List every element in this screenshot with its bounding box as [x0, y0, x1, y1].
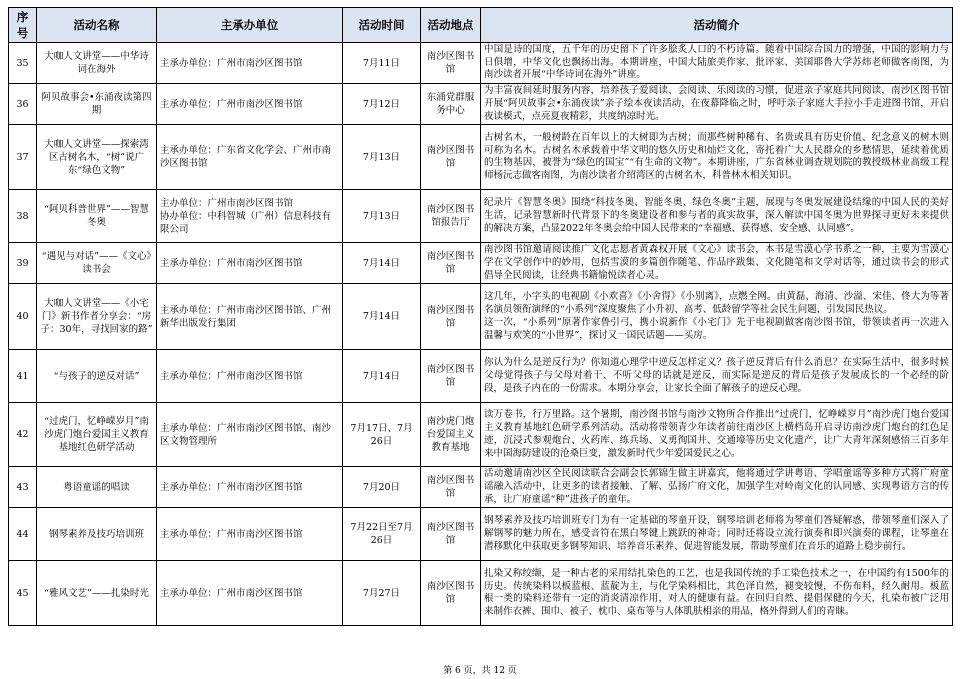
- table-row: [9, 190, 953, 243]
- activity-place: 南沙区图书馆: [421, 243, 481, 284]
- activity-name: “雅风文艺”——扎染时光: [37, 561, 157, 626]
- activity-place: 南沙虎门炮台爱国主义教育基地: [421, 403, 481, 467]
- table-row: [9, 508, 953, 561]
- row-number: 43: [9, 467, 37, 508]
- organizer: 主办单位：广州市南沙区图书馆 协办单位：中科智城（广州）信息科技有限公司: [157, 190, 343, 243]
- activity-place: 南沙区图书馆报告厅: [421, 190, 481, 243]
- row-number: 39: [9, 243, 37, 284]
- activity-place: 南沙区图书馆: [421, 561, 481, 626]
- organizer: 主承办单位：广州市南沙区图书馆、广州新华出版发行集团: [157, 284, 343, 350]
- activity-place: 南沙区图书馆: [421, 284, 481, 350]
- row-number: 44: [9, 508, 37, 561]
- row-number: 38: [9, 190, 37, 243]
- header-organizer: 主承办单位: [157, 8, 343, 43]
- activity-time: 7月20日: [343, 467, 421, 508]
- activity-time: 7月14日: [343, 350, 421, 403]
- row-number: 40: [9, 284, 37, 350]
- table-row: [9, 125, 953, 190]
- header-activity-name: 活动名称: [37, 8, 157, 43]
- row-number: 37: [9, 125, 37, 190]
- organizer: 主承办单位：广州市南沙区图书馆: [157, 467, 343, 508]
- activity-time: 7月12日: [343, 84, 421, 125]
- table-row: [9, 243, 953, 284]
- activity-name: 大咖人文讲堂——探索湾区古树名木，“树”说广东“绿色文物”: [37, 125, 157, 190]
- activity-time: 7月13日: [343, 190, 421, 243]
- activity-description: 为丰富夜间延时服务内容，培养孩子爱阅读、会阅读、乐阅读的习惯，促进亲子家庭共同阅读，南沙区图书馆开展“阿贝故事会•东涌夜读”亲子绘本夜读活动，在夜幕降临之时，呼吁亲子家庭大手拉小手走进图书馆，开启夜读模式，点亮夏夜精彩，共度纳凉时光。: [481, 84, 953, 125]
- header-no: 序号: [9, 8, 37, 43]
- activity-description: 读万卷书，行万里路。这个暑期，南沙图书馆与南沙文物所合作推出“过虎门，忆峥嵘岁月”南沙虎门炮台爱国主义教育基地红色研学系列活动。活动将带领青少年读者前往南沙区上横档岛开启寻访南沙虎门炮台的红色足迹，沉浸式参观炮台、火药库、练兵场、义勇徇国井、交通壕等历史文化遗产，让广大青年深刻感悟三百多年来中国海防建设的沧桑巨变，激发新时代少年爱国爱民之心。: [481, 403, 953, 467]
- activity-description: 你认为什么是逆反行为？你知道心理学中逆反怎样定义？孩子逆反背后有什么消息？在实际生活中，很多时候父母觉得孩子与父母对着干、不听父母的话就是逆反，而实际是逆反的背后是孩子发展成长的一个必经的阶段，是孩子内在的一份需求。本期分享会，让家长全面了解孩子的逆反心理。: [481, 350, 953, 403]
- organizer: 主承办单位：广州市南沙区图书馆、南沙区文物管理所: [157, 403, 343, 467]
- activity-description: 古树名木，一般树龄在百年以上的大树即为古树；而那些树种稀有、名贵或具有历史价值、纪念意义的树木则可称为名木。古树名木承载着中华文明的悠久历史和灿烂文化，寄托着广大人民群众的乡愁情思，延续着优质的生物基因，被誉为“绿色的国宝”“有生命的文物”。本期讲座，广东省林业调查规划院的教授级林业高级工程师杨沅志做客南图，为南沙读者介绍湾区的古树名木，科普林木相关知识。: [481, 125, 953, 190]
- activity-name: 大咖人文讲堂——《小宅门》新书作者分享会：“房子：30年，寻找回家的路”: [37, 284, 157, 350]
- header-activity-description: 活动简介: [481, 8, 953, 43]
- organizer: 主承办单位：广州市南沙区图书馆: [157, 508, 343, 561]
- activity-place: 东涌党群服务中心: [421, 84, 481, 125]
- activity-name: “阿贝科普世界”——智慧冬奥: [37, 190, 157, 243]
- organizer: 主承办单位：广州市南沙区图书馆: [157, 350, 343, 403]
- table-row: [9, 467, 953, 508]
- table-row: [9, 43, 953, 84]
- activity-description: 扎染又称绞缬，是一种古老的采用结扎染色的工艺，也是我国传统的手工染色技术之一，在中国约有1500年的历史。传统染料以板蓝根、蓝靛为主，与化学染料相比，其色泽自然，褪变较慢，不伤布料，经久耐用。板蓝根一类的染料还带有一定的消炎清凉作用，对人的健康有益。在回归自然、提倡保健的今天，扎染布被广泛用来制作衣裤、围巾、被子、枕巾、桌布等与人体肌肤相亲的用品，格外得到人们的青睐。: [481, 561, 953, 626]
- activity-time: 7月14日: [343, 243, 421, 284]
- activity-schedule-table: [8, 7, 953, 626]
- activity-time: 7月14日: [343, 284, 421, 350]
- activity-time: 7月11日: [343, 43, 421, 84]
- organizer: 主承办单位：广东省文化学会、广州市南沙区图书馆: [157, 125, 343, 190]
- page-footer: 第 6 页，共 12 页: [443, 666, 517, 676]
- activity-name: 粤语童谣的唱读: [37, 467, 157, 508]
- activity-description: 钢琴素养及技巧培训班专门为有一定基础的琴童开设，钢琴培训老师将为琴童们答疑解惑，带领琴童们深入了解钢琴的魅力所在，感受音符在黑白琴键上跳跃的神奇；同时还将设立流行演奏和即兴演奏的课程，让琴童在潜移默化中获取更多钢琴知识、培养音乐素养、促进智能发展，帮助琴童们在音乐的道路上稳步前行。: [481, 508, 953, 561]
- table-row: [9, 284, 953, 350]
- activity-name: 大咖人文讲堂——中华诗词在海外: [37, 43, 157, 84]
- organizer: 主承办单位：广州市南沙区图书馆: [157, 243, 343, 284]
- activity-place: 南沙区图书馆: [421, 508, 481, 561]
- activity-description: 南沙图书馆邀请阅读推广文化志愿者黄森权开展《文心》读书会，本书是雪漠心学书系之一种，主要为雪漠心学在文学创作中的妙用，包括雪漠的多篇创作随笔、作品序跋集、文化随笔和文学对话等，通过读书会的形式倡导全民阅读，让经典书籍愉悦读者心灵。: [481, 243, 953, 284]
- row-number: 45: [9, 561, 37, 626]
- activity-name: “过虎门，忆峥嵘岁月”南沙虎门炮台爱国主义教育基地红色研学活动: [37, 403, 157, 467]
- activity-name: “与孩子的逆反对话”: [37, 350, 157, 403]
- table-row: [9, 350, 953, 403]
- organizer: 主承办单位：广州市南沙区图书馆: [157, 84, 343, 125]
- activity-time: 7月17日、7月26日: [343, 403, 421, 467]
- row-number: 36: [9, 84, 37, 125]
- table-row: [9, 403, 953, 467]
- row-number: 35: [9, 43, 37, 84]
- activity-name: 钢琴素养及技巧培训班: [37, 508, 157, 561]
- activity-name: 阿贝故事会•东涌夜读第四期: [37, 84, 157, 125]
- row-number: 42: [9, 403, 37, 467]
- activity-time: 7月13日: [343, 125, 421, 190]
- activity-place: 南沙区图书馆: [421, 43, 481, 84]
- activity-description: 中国是诗的国度，五千年的历史留下了许多脍炙人口的不朽诗篇。随着中国综合国力的增强，中国的影响力与日俱增，中华文化也飘扬出海。本期讲座，中国大陆旅美作家、批评家、美国耶鲁大学苏炜老师做客南图，为南沙读者开展“中华诗词在海外”讲座。: [481, 43, 953, 84]
- table-row: [9, 561, 953, 626]
- activity-name: “遇见与对话”——《文心》读书会: [37, 243, 157, 284]
- table-header-row: [9, 8, 953, 43]
- activity-description: 活动邀请南沙区全民阅读联合会副会长郭锦生做主讲嘉宾，他将通过学讲粤语、学唱童谣等多种方式将广府童谣融入活动中，让更多的读者接触、了解、弘扬广府文化，加强学生对岭南文化的认同感、实现粤语方言的传承，让广府童谣“种”进孩子的童年。: [481, 467, 953, 508]
- activity-place: 南沙区图书馆: [421, 125, 481, 190]
- header-activity-time: 活动时间: [343, 8, 421, 43]
- activity-place: 南沙区图书馆: [421, 350, 481, 403]
- activity-time: 7月22日至7月26日: [343, 508, 421, 561]
- activity-description: 这几年，小字头的电视剧《小欢喜》《小舍得》《小别离》，点燃全网。由黄磊、海清、沙溢、宋佳、佟大为等著名演员领衔演绎的“小系列”深度聚焦了小升初、高考、低龄留学等社会民生问题，引发国民热议。 这一次，“小系列”原著作家鲁引弓，携小说新作《小宅门》先于电视剧做客南沙图书馆，带领读者再一次进入温馨与欢笑的“小世界”，探讨又一国民话题——买房。: [481, 284, 953, 350]
- activity-place: 南沙区图书馆: [421, 467, 481, 508]
- table-row: [9, 84, 953, 125]
- activity-time: 7月27日: [343, 561, 421, 626]
- row-number: 41: [9, 350, 37, 403]
- organizer: 主承办单位：广州市南沙区图书馆: [157, 561, 343, 626]
- organizer: 主承办单位：广州市南沙区图书馆: [157, 43, 343, 84]
- activity-description: 纪录片《智慧冬奥》围绕“科技冬奥、智能冬奥、绿色冬奥”主题，展现与冬奥发展建设结缘的中国人民的美好生活，记录智慧新时代背景下的冬奥建设者和参与者的真实故事，深入解读中国冬奥为世界探寻更好未来提供的解决方案，凸显2022年冬奥会给中国人民带来的“幸福感、获得感、安全感、认同感”。: [481, 190, 953, 243]
- header-activity-place: 活动地点: [421, 8, 481, 43]
